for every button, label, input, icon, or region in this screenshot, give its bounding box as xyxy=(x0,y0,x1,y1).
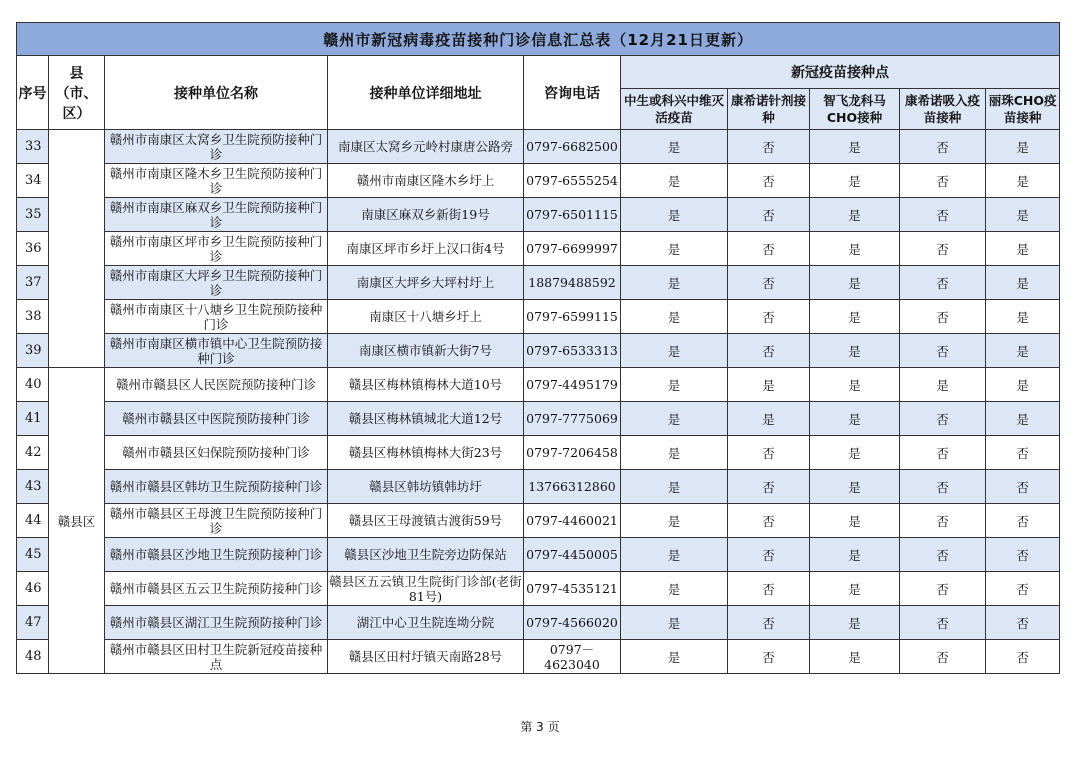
table-row xyxy=(17,606,1060,640)
table-body xyxy=(17,130,1060,674)
header-vaccine-zhifei-cho: 智飞龙科马CHO接种 xyxy=(810,89,900,130)
cell-address: 赣县区王母渡镇古渡街59号 xyxy=(328,504,524,538)
table-row xyxy=(17,640,1060,674)
cell-vaccine-availability: 是 xyxy=(621,334,728,368)
cell-phone: 0797-7206458 xyxy=(524,436,621,470)
cell-vaccine-availability: 是 xyxy=(986,164,1060,198)
cell-vaccine-availability: 是 xyxy=(810,198,900,232)
header-vaccine-livzon-cho: 丽珠CHO疫苗接种 xyxy=(986,89,1060,130)
cell-vaccine-availability: 否 xyxy=(900,402,986,436)
table-row xyxy=(17,504,1060,538)
page-number: 第 3 页 xyxy=(520,720,560,734)
cell-unit-name: 赣州市南康区坪市乡卫生院预防接种门诊 xyxy=(105,232,328,266)
cell-unit-name: 赣州市南康区十八塘乡卫生院预防接种门诊 xyxy=(105,300,328,334)
cell-vaccine-availability: 否 xyxy=(986,538,1060,572)
cell-seq: 46 xyxy=(17,572,49,606)
cell-phone: 13766312860 xyxy=(524,470,621,504)
header-unit-name: 接种单位名称 xyxy=(105,56,328,130)
cell-vaccine-availability: 是 xyxy=(621,232,728,266)
cell-vaccine-availability: 是 xyxy=(810,538,900,572)
cell-vaccine-availability: 否 xyxy=(900,300,986,334)
cell-address: 赣县区梅林镇城北大道12号 xyxy=(328,402,524,436)
cell-vaccine-availability: 是 xyxy=(986,232,1060,266)
cell-address: 赣县区梅林镇梅林大街23号 xyxy=(328,436,524,470)
cell-address: 赣州市南康区隆木乡圩上 xyxy=(328,164,524,198)
cell-seq: 35 xyxy=(17,198,49,232)
cell-phone: 0797-4460021 xyxy=(524,504,621,538)
cell-vaccine-availability: 否 xyxy=(900,436,986,470)
cell-vaccine-availability: 否 xyxy=(900,232,986,266)
cell-phone: 0797－4623040 xyxy=(524,640,621,674)
cell-unit-name: 赣州市南康区大坪乡卫生院预防接种门诊 xyxy=(105,266,328,300)
table-row xyxy=(17,538,1060,572)
cell-vaccine-availability: 否 xyxy=(728,436,810,470)
header-vaccine-cansino-inhaled: 康希诺吸入疫苗接种 xyxy=(900,89,986,130)
cell-unit-name: 赣州市赣县区湖江卫生院预防接种门诊 xyxy=(105,606,328,640)
cell-phone: 0797-6682500 xyxy=(524,130,621,164)
cell-address: 南康区十八塘乡圩上 xyxy=(328,300,524,334)
cell-county xyxy=(49,130,105,368)
vaccination-clinic-table xyxy=(16,22,1060,674)
cell-vaccine-availability: 否 xyxy=(900,606,986,640)
cell-unit-name: 赣州市赣县区田村卫生院新冠疫苗接种点 xyxy=(105,640,328,674)
cell-vaccine-availability: 否 xyxy=(728,504,810,538)
cell-vaccine-availability: 否 xyxy=(900,572,986,606)
cell-seq: 39 xyxy=(17,334,49,368)
cell-seq: 34 xyxy=(17,164,49,198)
cell-vaccine-availability: 是 xyxy=(621,368,728,402)
cell-vaccine-availability: 否 xyxy=(900,504,986,538)
header-vaccine-group: 新冠疫苗接种点 xyxy=(621,56,1060,89)
cell-vaccine-availability: 是 xyxy=(810,606,900,640)
cell-vaccine-availability: 否 xyxy=(728,130,810,164)
cell-address: 南康区麻双乡新街19号 xyxy=(328,198,524,232)
cell-unit-name: 赣州市赣县区中医院预防接种门诊 xyxy=(105,402,328,436)
cell-unit-name: 赣州市赣县区韩坊卫生院预防接种门诊 xyxy=(105,470,328,504)
header-phone: 咨询电话 xyxy=(524,56,621,130)
cell-vaccine-availability: 是 xyxy=(810,232,900,266)
cell-vaccine-availability: 是 xyxy=(621,130,728,164)
cell-seq: 48 xyxy=(17,640,49,674)
cell-vaccine-availability: 是 xyxy=(621,538,728,572)
cell-vaccine-availability: 否 xyxy=(900,130,986,164)
cell-vaccine-availability: 是 xyxy=(621,266,728,300)
cell-address: 南康区横市镇新大街7号 xyxy=(328,334,524,368)
cell-phone: 0797-6501115 xyxy=(524,198,621,232)
cell-seq: 41 xyxy=(17,402,49,436)
cell-vaccine-availability: 否 xyxy=(900,640,986,674)
cell-phone: 0797-7775069 xyxy=(524,402,621,436)
cell-unit-name: 赣州市赣县区王母渡卫生院预防接种门诊 xyxy=(105,504,328,538)
cell-vaccine-availability: 否 xyxy=(728,572,810,606)
cell-seq: 45 xyxy=(17,538,49,572)
cell-vaccine-availability: 否 xyxy=(986,572,1060,606)
table-row xyxy=(17,402,1060,436)
cell-phone: 0797-6599115 xyxy=(524,300,621,334)
header-seq: 序号 xyxy=(17,56,49,130)
cell-vaccine-availability: 是 xyxy=(810,402,900,436)
cell-vaccine-availability: 否 xyxy=(900,334,986,368)
cell-vaccine-availability: 是 xyxy=(986,300,1060,334)
cell-county: 赣县区 xyxy=(49,368,105,674)
cell-phone: 0797-4450005 xyxy=(524,538,621,572)
cell-vaccine-availability: 是 xyxy=(621,606,728,640)
table-row xyxy=(17,130,1060,164)
cell-vaccine-availability: 否 xyxy=(900,470,986,504)
cell-vaccine-availability: 否 xyxy=(728,198,810,232)
cell-phone: 0797-6555254 xyxy=(524,164,621,198)
cell-vaccine-availability: 是 xyxy=(621,572,728,606)
cell-vaccine-availability: 否 xyxy=(986,470,1060,504)
cell-address: 赣县区沙地卫生院旁边防保站 xyxy=(328,538,524,572)
cell-unit-name: 赣州市赣县区五云卫生院预防接种门诊 xyxy=(105,572,328,606)
cell-vaccine-availability: 否 xyxy=(986,606,1060,640)
cell-seq: 38 xyxy=(17,300,49,334)
cell-vaccine-availability: 否 xyxy=(900,266,986,300)
table-row xyxy=(17,572,1060,606)
cell-vaccine-availability: 是 xyxy=(810,640,900,674)
table-row xyxy=(17,300,1060,334)
cell-vaccine-availability: 是 xyxy=(986,402,1060,436)
cell-vaccine-availability: 是 xyxy=(621,402,728,436)
cell-seq: 40 xyxy=(17,368,49,402)
cell-vaccine-availability: 是 xyxy=(810,266,900,300)
cell-unit-name: 赣州市南康区横市镇中心卫生院预防接种门诊 xyxy=(105,334,328,368)
cell-seq: 42 xyxy=(17,436,49,470)
cell-vaccine-availability: 否 xyxy=(986,640,1060,674)
cell-address: 湖江中心卫生院连坳分院 xyxy=(328,606,524,640)
cell-unit-name: 赣州市南康区太窝乡卫生院预防接种门诊 xyxy=(105,130,328,164)
header-vaccine-inactivated: 中生或科兴中维灭活疫苗 xyxy=(621,89,728,130)
cell-vaccine-availability: 是 xyxy=(728,368,810,402)
cell-address: 赣县区五云镇卫生院街门诊部(老街81号) xyxy=(329,573,522,604)
cell-vaccine-availability: 是 xyxy=(810,436,900,470)
cell-unit-name: 赣州市赣县区人民医院预防接种门诊 xyxy=(105,368,328,402)
cell-vaccine-availability: 否 xyxy=(900,198,986,232)
cell-vaccine-availability: 是 xyxy=(810,368,900,402)
table-row xyxy=(17,470,1060,504)
cell-address: 南康区太窝乡元岭村康唐公路旁 xyxy=(328,130,524,164)
cell-vaccine-availability: 是 xyxy=(621,470,728,504)
table-row xyxy=(17,266,1060,300)
cell-seq: 36 xyxy=(17,232,49,266)
table-row xyxy=(17,368,1060,402)
cell-phone: 0797-6699997 xyxy=(524,232,621,266)
cell-vaccine-availability: 是 xyxy=(621,640,728,674)
cell-vaccine-availability: 否 xyxy=(728,538,810,572)
cell-vaccine-availability: 否 xyxy=(986,504,1060,538)
header-county: 县（市、区） xyxy=(49,56,105,130)
cell-phone: 0797-4535121 xyxy=(524,572,621,606)
table-row xyxy=(17,164,1060,198)
cell-vaccine-availability: 否 xyxy=(728,266,810,300)
cell-seq: 37 xyxy=(17,266,49,300)
cell-seq: 43 xyxy=(17,470,49,504)
cell-vaccine-availability: 是 xyxy=(621,436,728,470)
cell-phone: 18879488592 xyxy=(524,266,621,300)
cell-seq: 33 xyxy=(17,130,49,164)
cell-vaccine-availability: 否 xyxy=(728,470,810,504)
table-title: 赣州市新冠病毒疫苗接种门诊信息汇总表（12月21日更新） xyxy=(17,23,1060,56)
cell-vaccine-availability: 是 xyxy=(986,266,1060,300)
cell-vaccine-availability: 是 xyxy=(986,334,1060,368)
table-row xyxy=(17,198,1060,232)
cell-address: 赣县区韩坊镇韩坊圩 xyxy=(328,470,524,504)
cell-vaccine-availability: 是 xyxy=(810,164,900,198)
cell-vaccine-availability: 否 xyxy=(728,232,810,266)
cell-seq: 47 xyxy=(17,606,49,640)
cell-vaccine-availability: 否 xyxy=(900,164,986,198)
cell-address: 赣县区田村圩镇天南路28号 xyxy=(328,640,524,674)
cell-vaccine-availability: 是 xyxy=(810,300,900,334)
cell-unit-name: 赣州市南康区麻双乡卫生院预防接种门诊 xyxy=(105,198,328,232)
cell-vaccine-availability: 否 xyxy=(986,436,1060,470)
cell-seq: 44 xyxy=(17,504,49,538)
table-row xyxy=(17,232,1060,266)
cell-vaccine-availability: 是 xyxy=(621,504,728,538)
cell-vaccine-availability: 否 xyxy=(728,640,810,674)
cell-vaccine-availability: 是 xyxy=(621,164,728,198)
header-vaccine-cansino-injection: 康希诺针剂接种 xyxy=(728,89,810,130)
cell-vaccine-availability: 否 xyxy=(728,164,810,198)
cell-vaccine-availability: 是 xyxy=(986,130,1060,164)
cell-phone: 0797-4495179 xyxy=(524,368,621,402)
cell-address: 南康区坪市乡圩上汉口街4号 xyxy=(328,232,524,266)
cell-vaccine-availability: 是 xyxy=(621,198,728,232)
cell-unit-name: 赣州市赣县区妇保院预防接种门诊 xyxy=(105,436,328,470)
cell-vaccine-availability: 是 xyxy=(810,504,900,538)
cell-vaccine-availability: 是 xyxy=(900,368,986,402)
cell-vaccine-availability: 是 xyxy=(986,368,1060,402)
cell-vaccine-availability: 是 xyxy=(810,334,900,368)
cell-phone: 0797-4566020 xyxy=(524,606,621,640)
cell-vaccine-availability: 是 xyxy=(621,300,728,334)
table-row xyxy=(17,436,1060,470)
cell-vaccine-availability: 否 xyxy=(728,300,810,334)
cell-address: 南康区大坪乡大坪村圩上 xyxy=(328,266,524,300)
cell-address: 赣县区梅林镇梅林大道10号 xyxy=(328,368,524,402)
table-row xyxy=(17,334,1060,368)
header-address: 接种单位详细地址 xyxy=(328,56,524,130)
cell-vaccine-availability: 是 xyxy=(810,572,900,606)
cell-vaccine-availability: 是 xyxy=(986,198,1060,232)
cell-unit-name: 赣州市赣县区沙地卫生院预防接种门诊 xyxy=(105,538,328,572)
cell-vaccine-availability: 否 xyxy=(728,606,810,640)
cell-vaccine-availability: 是 xyxy=(810,130,900,164)
cell-vaccine-availability: 否 xyxy=(900,538,986,572)
cell-unit-name: 赣州市南康区隆木乡卫生院预防接种门诊 xyxy=(105,164,328,198)
cell-vaccine-availability: 否 xyxy=(728,334,810,368)
cell-vaccine-availability: 是 xyxy=(728,402,810,436)
cell-vaccine-availability: 是 xyxy=(810,470,900,504)
cell-phone: 0797-6533313 xyxy=(524,334,621,368)
